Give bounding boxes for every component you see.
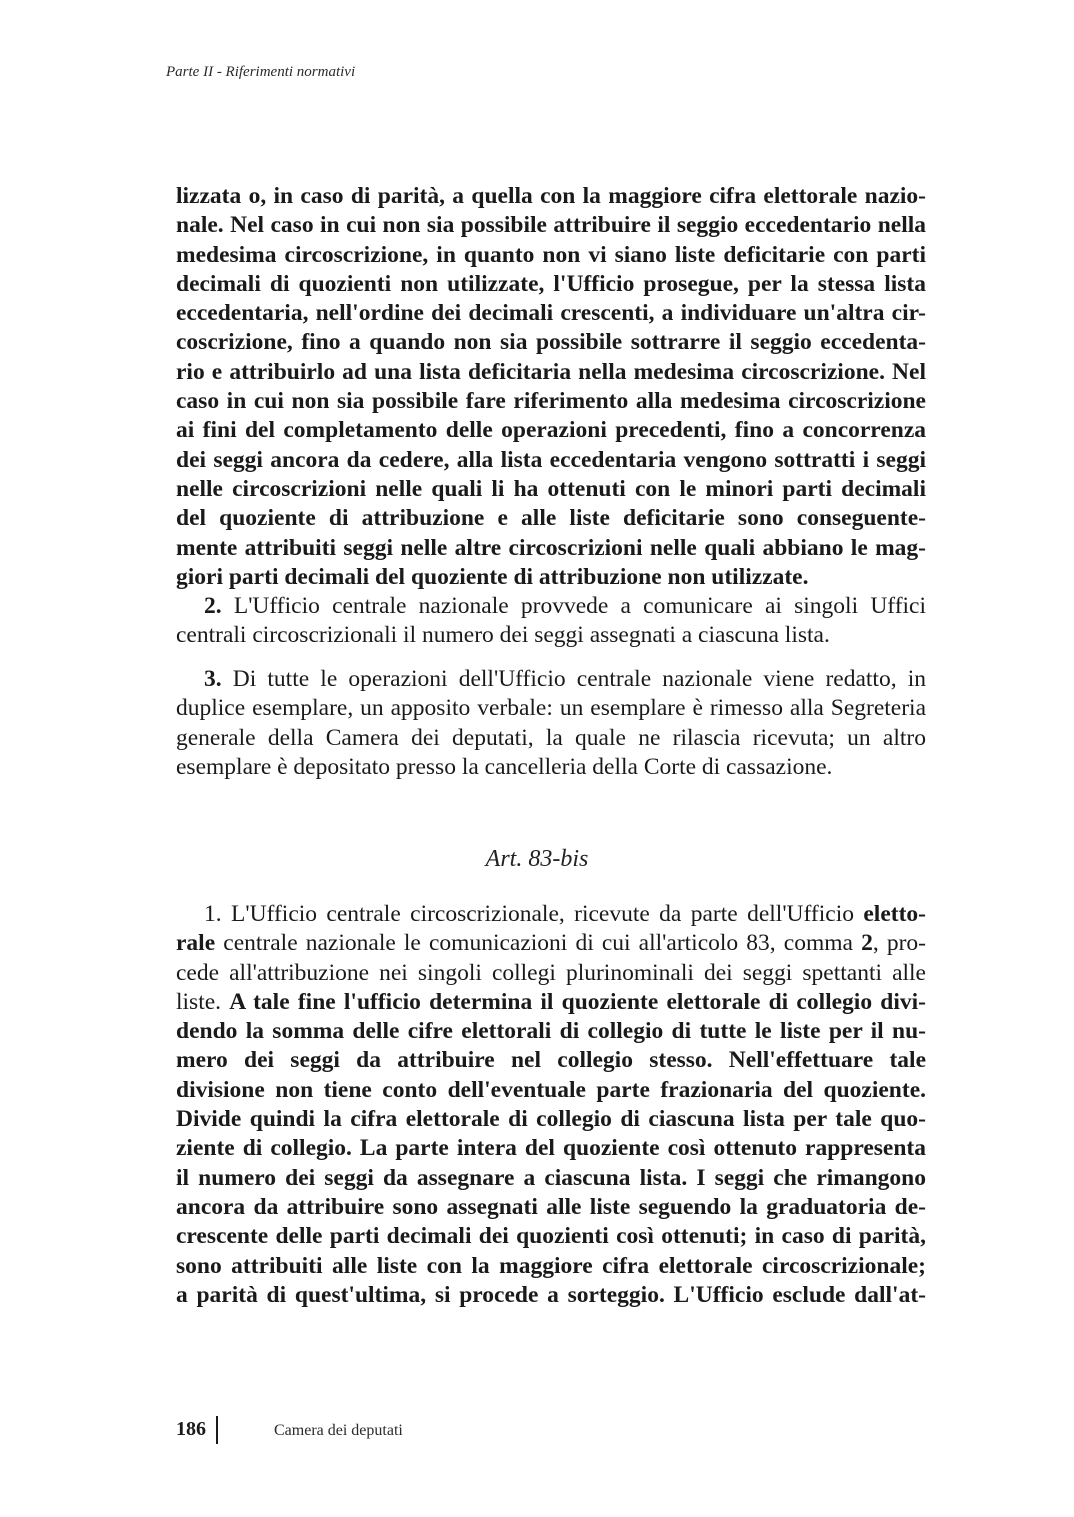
text-line: divisione non tiene conto dell'eventuale parte frazionaria del quoziente. [176, 1076, 926, 1103]
text-line [176, 900, 926, 929]
article-paragraph-1 [176, 900, 926, 1310]
text-segment: centrale nazionale le comunicazioni di cui all'articolo 83, comma [215, 930, 862, 957]
text-line: sono attribuiti alle liste con la maggiore cifra elettorale circoscrizionale; [176, 1252, 926, 1279]
text-line: esemplare è depositato presso la cancelleria della Corte di cassazione. [176, 753, 833, 780]
text-line: nale. Nel caso in cui non sia possibile attribuire il seggio eccedentario nella [176, 212, 926, 239]
article-title: Art. 83-bis [485, 846, 589, 872]
paragraph-number: 2. [204, 593, 222, 619]
continuation-paragraph [176, 182, 926, 592]
text-line: ai fini del completamento delle operazioni precedenti, fino a concorrenza [176, 417, 926, 444]
text-line [176, 592, 926, 621]
running-header: Parte II - Riferimenti normativi [166, 64, 356, 80]
text-segment: A tale fine l'ufficio determina il quoziente elettorale di collegio divi- [229, 988, 926, 1015]
text-line: giori parti decimali del quoziente di attribuzione non utilizzate. [176, 563, 809, 590]
text-line: generale della Camera dei deputati, la quale ne rilascia ricevuta; un altro [176, 724, 926, 751]
text-line: del quoziente di attribuzione e alle liste deficitarie sono conseguente- [176, 505, 926, 532]
paragraph-number: 3. [204, 666, 222, 692]
text-line: rio e attribuirlo ad una lista deficitaria nella medesima circoscrizione. Nel [176, 358, 926, 385]
text-line [176, 665, 926, 694]
paragraph-text: Di tutte le operazioni dell'Ufficio centrale nazionale viene redatto, in [232, 666, 926, 692]
text-line: a parità di quest'ultima, si procede a sorteggio. L'Ufficio esclude dall'at- [176, 1281, 926, 1308]
text-line [176, 988, 926, 1017]
text-line: mente attribuiti seggi nelle altre circoscrizioni nelle quali abbiano le mag- [176, 534, 926, 561]
text-segment: liste. [176, 988, 230, 1015]
paragraph-3 [176, 665, 926, 782]
text-line: dendo la somma delle cifre elettorali di collegio di tutte le liste per il nu- [176, 1018, 926, 1045]
paragraph-text: L'Ufficio centrale nazionale provvede a comunicare ai singoli Uffici [233, 593, 927, 619]
text-line: ancora da attribuire sono assegnati alle liste seguendo la graduatoria de- [176, 1193, 926, 1220]
text-line: lizzata o, in caso di parità, a quella con la maggiore cifra elettorale nazio- [176, 183, 926, 209]
footer-divider [216, 1416, 218, 1444]
text-line: decimali di quozienti non utilizzate, l'Ufficio prosegue, per la stessa lista [176, 270, 926, 297]
text-line: dei seggi ancora da cedere, alla lista eccedentaria vengono sottratti i seggi [176, 446, 926, 473]
text-segment: rale [176, 930, 216, 957]
text-line: il numero dei seggi da assegnare a ciascuna lista. I seggi che rimangono [176, 1164, 926, 1191]
page-number: 186 [176, 1418, 206, 1440]
text-line: coscrizione, fino a quando non sia possibile sottrarre il seggio eccedenta- [176, 329, 926, 356]
text-line: crescente delle parti decimali dei quozienti così ottenuti; in caso di parità, [176, 1223, 926, 1250]
footer-publisher: Camera dei deputati [274, 1422, 403, 1439]
text-segment: eletto- [863, 901, 926, 927]
text-line: medesima circoscrizione, in quanto non vi siano liste deficitarie con parti [176, 241, 926, 268]
text-segment: , pro- [872, 930, 926, 957]
paragraph-2 [176, 592, 926, 651]
text-line: mero dei seggi da attribuire nel collegio stesso. Nell'effettuare tale [176, 1047, 926, 1074]
text-line: caso in cui non sia possibile fare riferimento alla medesima circoscrizione [176, 388, 926, 415]
text-segment: 2 [861, 930, 873, 957]
text-line: eccedentaria, nell'ordine dei decimali crescenti, a individuare un'altra cir- [176, 300, 926, 327]
text-line: duplice esemplare, un apposito verbale: un esemplare è rimesso alla Segreteria [176, 695, 926, 722]
text-line: nelle circoscrizioni nelle quali li ha ottenuti con le minori parti decimali [176, 475, 926, 502]
text-segment: 1. L'Ufficio centrale circoscrizionale, ricevute da parte dell'Ufficio [204, 901, 864, 927]
text-line [176, 929, 926, 958]
text-line: centrali circoscrizionali il numero dei seggi assegnati a ciascuna lista. [176, 622, 830, 649]
text-line: cede all'attribuzione nei singoli collegi plurinominali dei seggi spettanti alle [176, 959, 926, 986]
text-line: ziente di collegio. La parte intera del quoziente così ottenuto rappresenta [176, 1135, 926, 1162]
text-line: Divide quindi la cifra elettorale di collegio di ciascuna lista per tale quo- [176, 1106, 926, 1133]
